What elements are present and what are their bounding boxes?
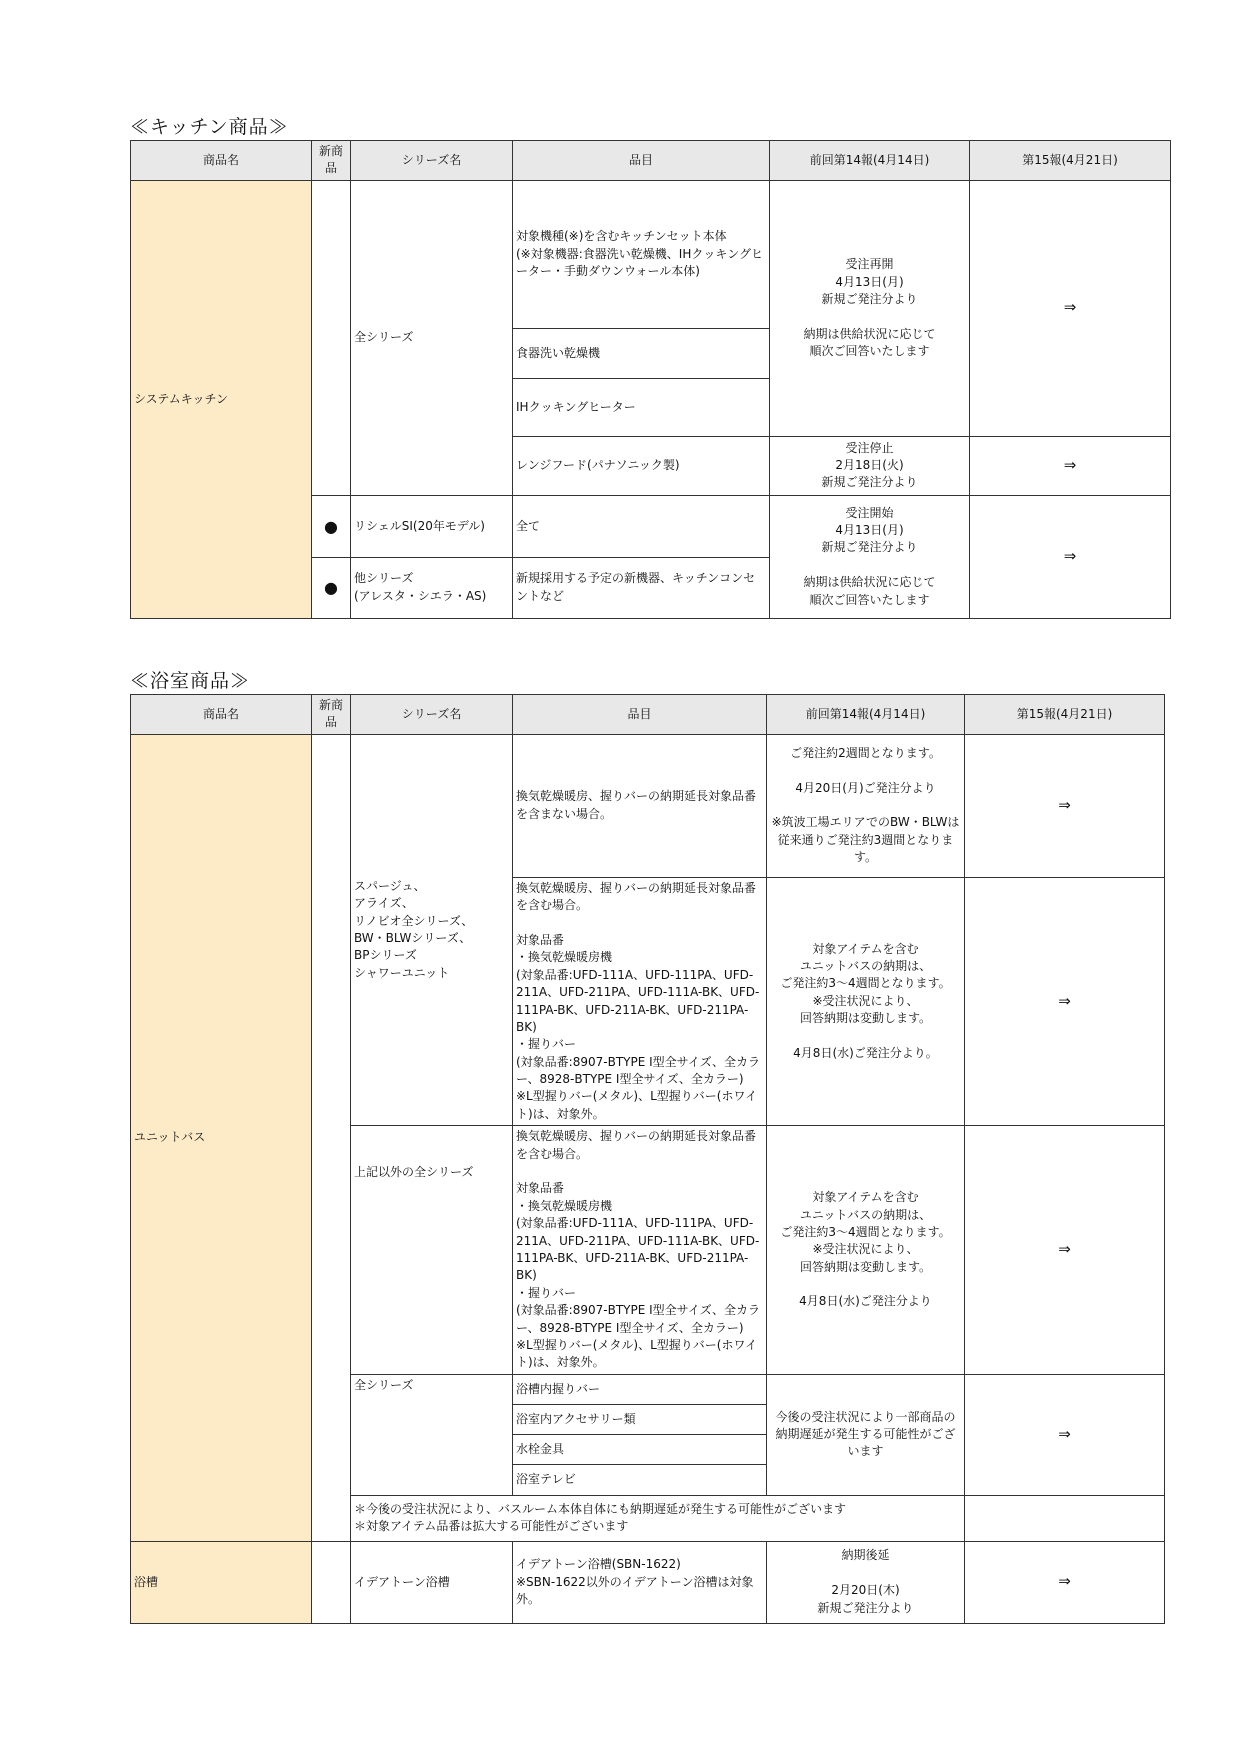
header-product: 商品名 [131, 141, 312, 181]
status-tub: 納期後延 2月20日(木) 新規ご発注分より [767, 1541, 965, 1623]
item-accessories: 浴室内アクセサリー類 [513, 1404, 767, 1434]
item-target-b: 換気乾燥暖房、握りバーの納期延長対象品番を含む場合。 対象品番 ・換気乾燥暖房機 (対象品番:UFD-111A、UFD-111PA、UFD-211A、UFD-211PA、UFD-111A-BK、UFD-111PA-BK、UFD-211A-BK、UFD-211PA-BK) ・握りバー (対象品番:8907-BTYPE I型全サイズ、全カラー、8928-BTYPE I型全サイズ、全カラー) ※L型握りバー(メタル)、L型握りバー(ホワイト)は、対象外。 [513, 1126, 767, 1374]
item-ih-heater: IHクッキングヒーター [513, 378, 770, 436]
status-target-a: 対象アイテムを含む ユニットバスの納期は、 ご発注約3～4週間となります。 ※受注状況により、 回答納期は変動します。 4月8日(水)ご発注分より。 [767, 877, 965, 1125]
arrow-bath-1: ⇒ [965, 734, 1165, 877]
item-no-target: 換気乾燥暖房、握りバーの納期延長対象品番を含まない場合。 [513, 734, 767, 877]
status-stop: 受注停止 2月18日(火) 新規ご発注分より [770, 436, 970, 495]
item-dishwasher: 食器洗い乾燥機 [513, 328, 770, 378]
series-ideatone: イデアトーン浴槽 [351, 1541, 513, 1623]
new-mark-empty [312, 734, 351, 1541]
arrow-kitchen-1: ⇒ [970, 180, 1171, 436]
status-start: 受注開始 4月13日(月) 新規ご発注分より 納期は供給状況に応じて 順次ご回答いたします [770, 495, 970, 618]
status-2weeks: ご発注約2週間となります。 4月20日(月)ご発注分より ※筑波工場エリアでのBW・BLWは従来通りご発注約3週間となります。 [767, 734, 965, 877]
series-sparge: スパージュ、 アライズ、 リノビオ全シリーズ、 BW・BLWシリーズ、 BPシリーズ シャワーユニット [351, 734, 513, 1125]
arrow-kitchen-3: ⇒ [970, 495, 1171, 618]
header-current-report: 第15報(4月21日) [970, 141, 1171, 181]
header-current-report: 第15報(4月21日) [965, 695, 1165, 735]
status-resume: 受注再開 4月13日(月) 新規ご発注分より 納期は供給状況に応じて 順次ご回答いたします [770, 180, 970, 436]
bath-table [130, 694, 1165, 1624]
series-others: 上記以外の全シリーズ [351, 1126, 513, 1374]
kitchen-table [130, 140, 1171, 619]
series-all: 全シリーズ [351, 180, 513, 495]
note-empty [965, 1495, 1165, 1541]
item-kitchen-set: 対象機種(※)を含むキッチンセット本体 (※対象機器:食器洗い乾燥機、IHクッキングヒーター・手動ダウンウォール本体) [513, 180, 770, 328]
new-mark-empty [312, 180, 351, 495]
product-unit-bath: ユニットバス [131, 734, 312, 1541]
series-all-bath: 全シリーズ [351, 1374, 513, 1495]
new-mark-other: ● [312, 557, 351, 618]
item-ideatone: イデアトーン浴槽(SBN-1622) ※SBN-1622以外のイデアトーン浴槽は対象外。 [513, 1541, 767, 1623]
arrow-bath-4: ⇒ [965, 1374, 1165, 1495]
new-mark-rishel: ● [312, 495, 351, 557]
arrow-bath-3: ⇒ [965, 1126, 1165, 1374]
product-system-kitchen: システムキッチン [131, 180, 312, 618]
arrow-kitchen-2: ⇒ [970, 436, 1171, 495]
note-unit-bath: ＊今後の受注状況により、バスルーム本体自体にも納期遅延が発生する可能性がございます ＊対象アイテム品番は拡大する可能性がございます [351, 1495, 965, 1541]
header-prev-report: 前回第14報(4月14日) [770, 141, 970, 181]
header-item: 品目 [513, 141, 770, 181]
item-new-devices: 新規採用する予定の新機器、キッチンコンセントなど [513, 557, 770, 618]
header-item: 品目 [513, 695, 767, 735]
product-tub: 浴槽 [131, 1541, 312, 1623]
item-grab-bar: 浴槽内握りバー [513, 1374, 767, 1404]
status-target-b: 対象アイテムを含む ユニットバスの納期は、 ご発注約3～4週間となります。 ※受注状況により、 回答納期は変動します。 4月8日(水)ご発注分より [767, 1126, 965, 1374]
header-series: シリーズ名 [351, 141, 513, 181]
item-target-a: 換気乾燥暖房、握りバーの納期延長対象品番を含む場合。 対象品番 ・換気乾燥暖房機 (対象品番:UFD-111A、UFD-111PA、UFD-211A、UFD-211PA、UFD-111A-BK、UFD-111PA-BK、UFD-211A-BK、UFD-211PA-BK) ・握りバー (対象品番:8907-BTYPE I型全サイズ、全カラー、8928-BTYPE I型全サイズ、全カラー) ※L型握りバー(メタル)、L型握りバー(ホワイト)は、対象外。 [513, 877, 767, 1125]
item-range-hood: レンジフード(パナソニック製) [513, 436, 770, 495]
series-other: 他シリーズ (アレスタ・シエラ・AS) [351, 557, 513, 618]
kitchen-header-row [131, 141, 1171, 181]
header-series: シリーズ名 [351, 695, 513, 735]
arrow-bath-5: ⇒ [965, 1541, 1165, 1623]
bath-section-title: ≪浴室商品≫ [130, 670, 251, 692]
table-row [131, 734, 1165, 877]
header-product: 商品名 [131, 695, 312, 735]
kitchen-section-title: ≪キッチン商品≫ [130, 116, 289, 138]
arrow-bath-2: ⇒ [965, 877, 1165, 1125]
header-new: 新商品 [312, 695, 351, 735]
new-mark-empty [312, 1541, 351, 1623]
header-new: 新商品 [312, 141, 351, 181]
table-row [131, 1541, 1165, 1623]
item-all: 全て [513, 495, 770, 557]
header-prev-report: 前回第14報(4月14日) [767, 695, 965, 735]
status-possible-delay: 今後の受注状況により一部商品の納期遅延が発生する可能性がございます [767, 1374, 965, 1495]
item-faucet: 水栓金具 [513, 1434, 767, 1464]
series-rishel: リシェルSI(20年モデル) [351, 495, 513, 557]
bath-header-row [131, 695, 1165, 735]
item-bath-tv: 浴室テレビ [513, 1464, 767, 1495]
table-row [131, 180, 1171, 328]
